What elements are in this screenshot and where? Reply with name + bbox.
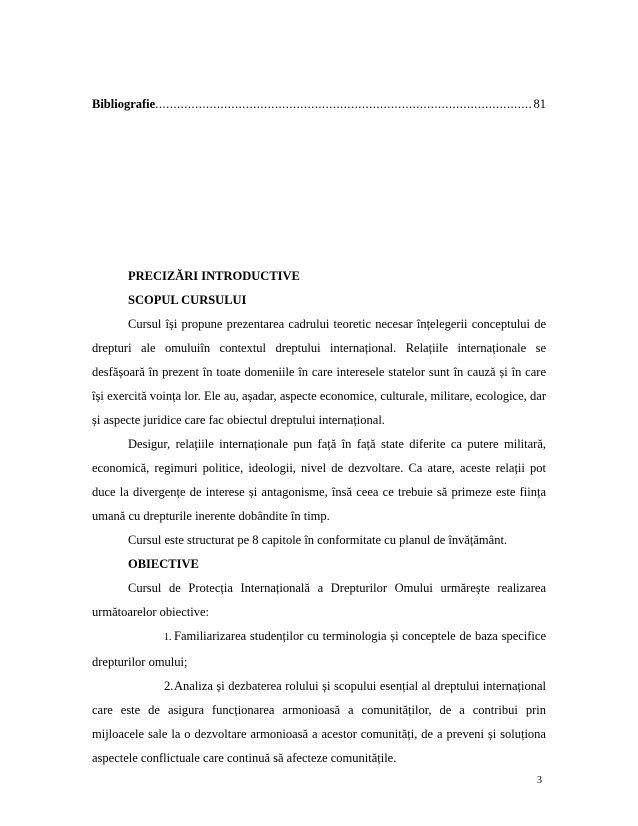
scope-heading: SCOPUL CURSULUI	[128, 293, 247, 307]
objective-item-2	[92, 674, 546, 770]
scope-paragraph-1: Cursul își propune prezentarea cadrului teoretic necesar înțelegerii conceptului de drepturi ale omuluiîn contextul dreptului internațional. Relațiile internaționale se desfășoară în prezent în toate domeniile în care interesele statelor sunt în cauză și în care își exercită voința lor. Ele au, așadar, aspecte economice, culturale, militare, ecologice, dar și aspecte juridice care fac obiectul dreptului internațional.	[92, 317, 546, 427]
objectives-heading: OBIECTIVE	[128, 557, 199, 571]
toc-leader-dots	[155, 97, 532, 112]
toc-entry-page: 81	[533, 97, 546, 111]
toc-entry-label: Bibliografie	[92, 97, 156, 111]
intro-heading: PRECIZĂRI INTRODUCTIVE	[128, 269, 300, 283]
scope-paragraph-2: Desigur, relațiile internaționale pun față în față state diferite ca putere militară, economică, regimuri politice, ideologii, nivel de dezvoltare. Ca atare, aceste relații pot duce la divergențe de interese și antagonisme, însă ceea ce trebuie să primeze este ființa umană cu drepturile inerente dobândite în timp.	[92, 437, 546, 523]
objective-text: Familiarizarea studenților cu terminologia și conceptele de baza specifice drepturilor omului;	[92, 629, 546, 669]
scope-paragraph-3: Cursul este structurat pe 8 capitole în conformitate cu planul de învățământ.	[128, 533, 508, 547]
objective-item-1	[92, 624, 546, 674]
toc-entry-bibliografie[interactable]	[92, 97, 546, 115]
objective-text: Analiza și dezbaterea rolului și scopului esențial al dreptului internațional care este de asigura funcționarea armonioasă a comunităților, de a contribui prin mijloacele sale la o dezvoltare armonioasă a acestor comunități, de a preveni și soluționa aspectele conflictuale care continuă să afecteze comunitățile.	[92, 679, 546, 765]
objective-number: 1.	[164, 632, 172, 643]
objective-number: 2.	[164, 679, 174, 693]
page-number: 3	[537, 775, 542, 786]
page-content	[92, 264, 546, 770]
objectives-intro: Cursul de Protecția Internațională a Drepturilor Omului urmărește realizarea următoarelor obiective:	[92, 581, 546, 619]
